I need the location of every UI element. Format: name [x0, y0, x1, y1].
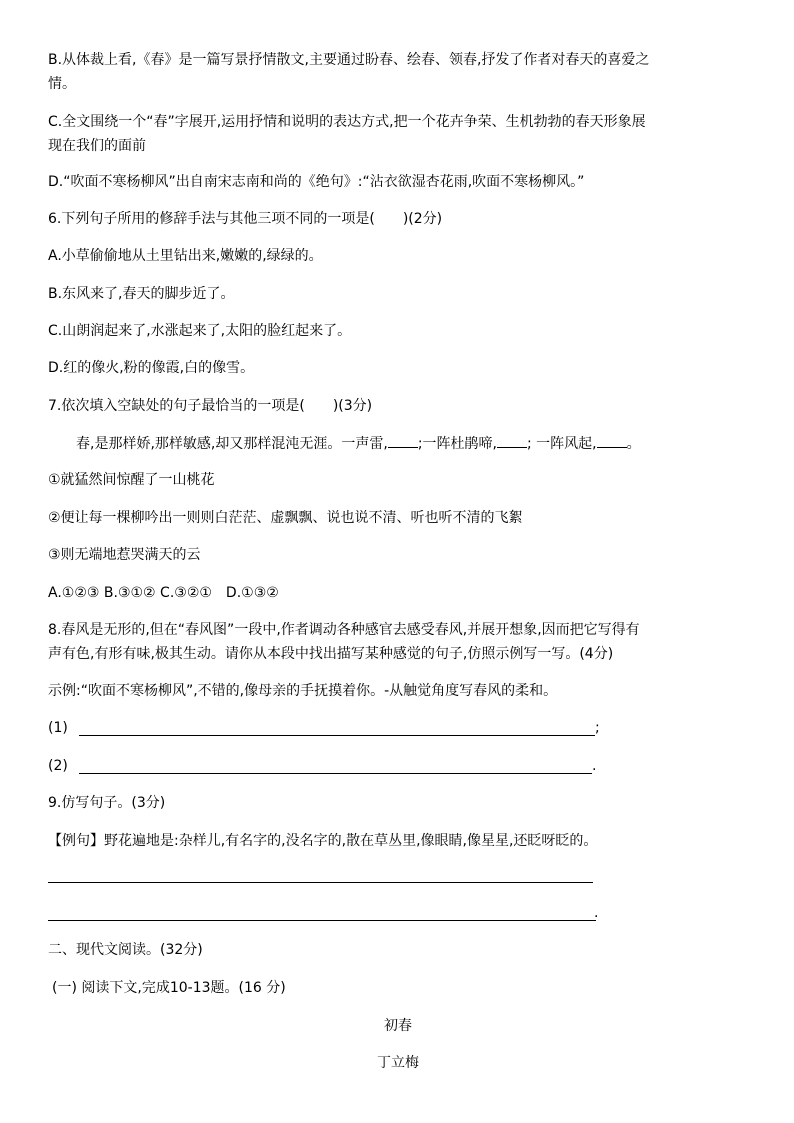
q8-answer-line-2[interactable]: [79, 773, 592, 774]
q7-passage: [76, 433, 641, 454]
q5-option-b-line2: 情。: [48, 76, 76, 92]
q7-blank-1[interactable]: [388, 433, 418, 448]
q7-passage-part-b: ;一阵杜鹃啼,: [417, 436, 497, 452]
q7-blank-2[interactable]: [497, 433, 527, 448]
q7-item-3: ③则无端地惹哭满天的云: [48, 547, 201, 563]
q8-stem-line1: 8.春风是无形的,但在“春风图”一段中,作者调动各种感官去感受春风,并展开想象,因而把它写得有: [48, 622, 640, 638]
q9-end-mark: .: [594, 905, 599, 921]
q8-blank1-end: ;: [595, 720, 600, 736]
q6-stem: 6.下列句子所用的修辞手法与其他三项不同的一项是( )(2分): [48, 211, 443, 227]
q7-item-2: ②便让每一棵柳吟出一则则白茫茫、虚飘飘、说也说不清、听也听不清的飞絮: [48, 510, 523, 526]
q5-option-b-line1: B.从体裁上看,《春》是一篇写景抒情散文,主要通过盼春、绘春、领春,抒发了作者对春天的喜爱之: [48, 52, 650, 68]
q6-option-a: A.小草偷偷地从土里钻出来,嫩嫩的,绿绿的。: [48, 248, 323, 264]
article-author: 丁立梅: [377, 1055, 419, 1071]
q7-stem: 7.依次填入空缺处的句子最恰当的一项是( )(3分): [48, 398, 373, 414]
q8-answer-line-1[interactable]: [79, 735, 595, 736]
q7-options: A.①②③ B.③①② C.③②① D.①③②: [48, 585, 279, 601]
q7-passage-part-a: 春,是那样娇,那样敏感,却又那样混沌无涯。一声雷,: [76, 436, 388, 452]
q5-option-c-line1: C.全文围绕一个“春”字展开,运用抒情和说明的表达方式,把一个花卉争荣、生机勃勃的春天形象展: [48, 114, 646, 130]
q9-example: 【例句】野花遍地是:杂样儿,有名字的,没名字的,散在草丛里,像眼睛,像星星,还眨呀眨的。: [48, 833, 598, 849]
q8-stem-line2: 声有色,有形有味,极其生动。请你从本段中找出描写某种感觉的句子,仿照示例写一写。(4分): [48, 646, 614, 662]
q9-answer-line-2[interactable]: [48, 920, 596, 921]
q8-example: 示例:“吹面不寒杨柳风”,不错的,像母亲的手抚摸着你。-从触觉角度写春风的柔和。: [48, 683, 558, 699]
q7-passage-part-d: 。: [626, 436, 641, 452]
q5-option-d: D.“吹面不寒杨柳风”出自南宋志南和尚的《绝句》:“沾衣欲湿杏花雨,吹面不寒杨柳风。”: [48, 174, 585, 190]
q7-passage-part-c: ; 一阵风起,: [526, 436, 597, 452]
section2-part1: (一) 阅读下文,完成10-13题。(16 分): [52, 980, 286, 996]
q6-option-d: D.红的像火,粉的像霞,白的像雪。: [48, 360, 255, 376]
q5-option-c-line2: 现在我们的面前: [48, 138, 146, 154]
q8-blank2-end: .: [592, 758, 597, 774]
q8-blank1-label: (1): [48, 720, 68, 736]
q6-option-b: B.东风来了,春天的脚步近了。: [48, 286, 235, 302]
q8-blank2-label: (2): [48, 758, 68, 774]
section2-title: 二、现代文阅读。(32分): [48, 942, 203, 958]
q9-stem: 9.仿写句子。(3分): [48, 795, 166, 811]
q9-answer-line-1[interactable]: [48, 882, 593, 883]
q6-option-c: C.山朗润起来了,水涨起来了,太阳的脸红起来了。: [48, 323, 352, 339]
q7-item-1: ①就猛然间惊醒了一山桃花: [48, 472, 215, 488]
article-title: 初春: [384, 1018, 412, 1034]
q7-blank-3[interactable]: [597, 433, 627, 448]
